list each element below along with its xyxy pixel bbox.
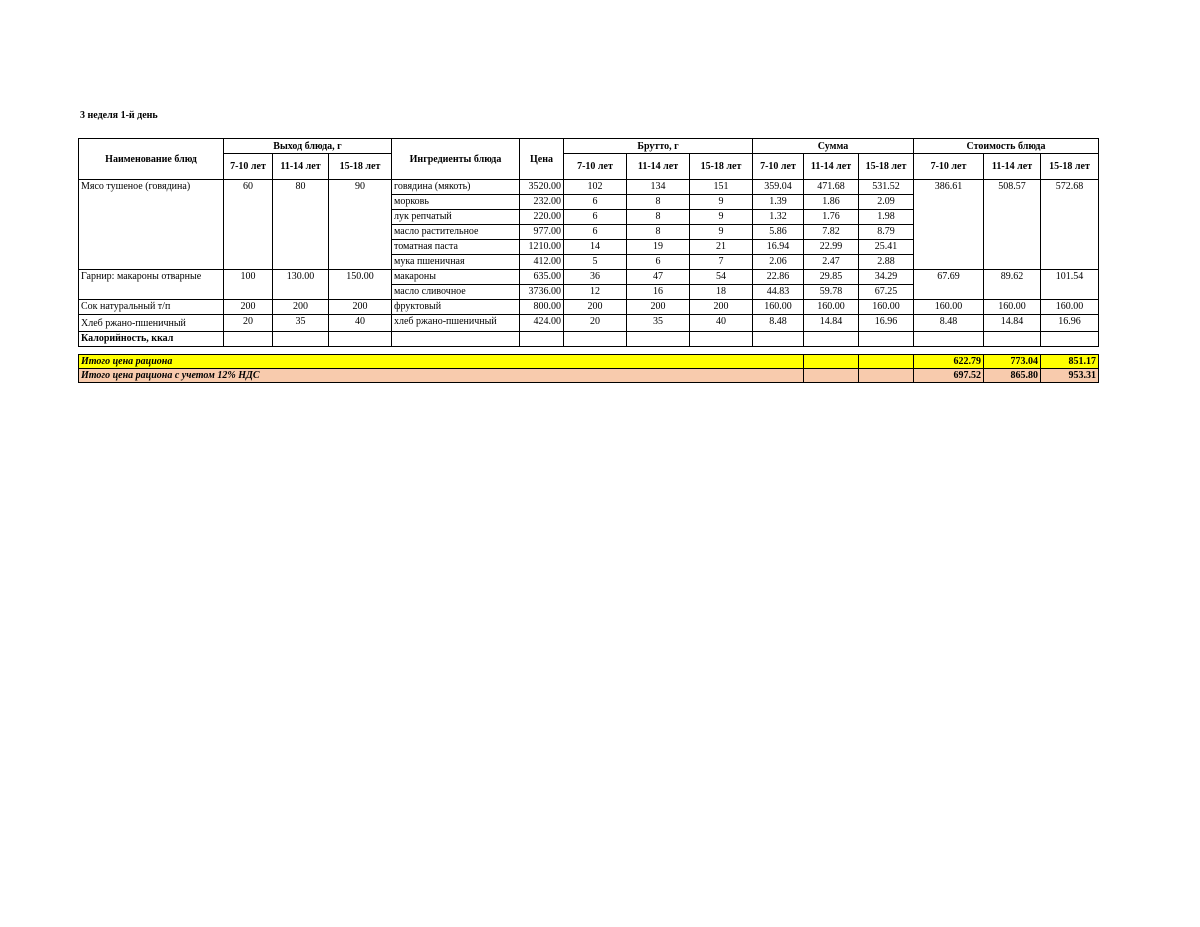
header-gross: Брутто, г: [564, 139, 753, 154]
ingredient-name: хлеб ржано-пшеничный: [392, 315, 520, 332]
dish-name: Гарнир: макароны отварные: [79, 270, 224, 300]
price-cell: 800.00: [520, 300, 564, 315]
price-cell: 424.00: [520, 315, 564, 332]
header-age: 11-14 лет: [984, 154, 1041, 180]
sum-cell: 2.88: [859, 255, 914, 270]
empty-cell: [564, 332, 627, 347]
gross-cell: 16: [627, 285, 690, 300]
empty-cell: [224, 332, 273, 347]
sum-cell: 359.04: [753, 180, 804, 195]
empty-cell: [804, 369, 859, 383]
empty-cell: [984, 332, 1041, 347]
sum-cell: 2.06: [753, 255, 804, 270]
gross-cell: 21: [690, 240, 753, 255]
menu-table: [78, 138, 1099, 347]
ingredient-name: масло сливочное: [392, 285, 520, 300]
header-sum: Сумма: [753, 139, 914, 154]
gross-cell: 20: [564, 315, 627, 332]
gross-cell: 151: [690, 180, 753, 195]
sum-cell: 59.78: [804, 285, 859, 300]
gross-cell: 6: [564, 210, 627, 225]
sum-cell: 7.82: [804, 225, 859, 240]
sum-cell: 1.86: [804, 195, 859, 210]
gross-cell: 12: [564, 285, 627, 300]
price-cell: 232.00: [520, 195, 564, 210]
sum-cell: 1.32: [753, 210, 804, 225]
header-age: 15-18 лет: [1041, 154, 1099, 180]
gross-cell: 102: [564, 180, 627, 195]
empty-cell: [753, 332, 804, 347]
gross-cell: 134: [627, 180, 690, 195]
header-age: 11-14 лет: [627, 154, 690, 180]
sum-cell: 16.96: [859, 315, 914, 332]
header-age: 7-10 лет: [753, 154, 804, 180]
yield-cell: 90: [329, 180, 392, 270]
yield-cell: 200: [224, 300, 273, 315]
gross-cell: 47: [627, 270, 690, 285]
sum-cell: 2.09: [859, 195, 914, 210]
price-cell: 412.00: [520, 255, 564, 270]
cost-cell: 572.68: [1041, 180, 1099, 270]
sum-cell: 2.47: [804, 255, 859, 270]
yield-cell: 200: [273, 300, 329, 315]
total-value: 851.17: [1041, 355, 1099, 369]
total-value: 773.04: [984, 355, 1041, 369]
header-age: 15-18 лет: [690, 154, 753, 180]
cost-cell: 8.48: [914, 315, 984, 332]
yield-cell: 200: [329, 300, 392, 315]
sum-cell: 25.41: [859, 240, 914, 255]
sum-cell: 160.00: [804, 300, 859, 315]
gross-cell: 9: [690, 225, 753, 240]
table-row: [79, 300, 1099, 315]
gross-cell: 9: [690, 210, 753, 225]
sum-cell: 5.86: [753, 225, 804, 240]
header-age: 15-18 лет: [329, 154, 392, 180]
empty-cell: [859, 332, 914, 347]
header-ingredients: Ингредиенты блюда: [392, 139, 520, 180]
sum-cell: 22.86: [753, 270, 804, 285]
cost-cell: 14.84: [984, 315, 1041, 332]
ingredient-name: лук репчатый: [392, 210, 520, 225]
gross-cell: 40: [690, 315, 753, 332]
yield-cell: 35: [273, 315, 329, 332]
empty-cell: [1041, 332, 1099, 347]
total-vat-row: [79, 369, 1099, 383]
total-label: Итого цена рациона: [79, 355, 804, 369]
price-cell: 3736.00: [520, 285, 564, 300]
gross-cell: 18: [690, 285, 753, 300]
cost-cell: 101.54: [1041, 270, 1099, 300]
gross-cell: 8: [627, 225, 690, 240]
totals-table: [78, 354, 1099, 383]
empty-cell: [859, 355, 914, 369]
ingredient-name: морковь: [392, 195, 520, 210]
gross-cell: 200: [690, 300, 753, 315]
sum-cell: 1.39: [753, 195, 804, 210]
sum-cell: 44.83: [753, 285, 804, 300]
total-row: [79, 355, 1099, 369]
cost-cell: 89.62: [984, 270, 1041, 300]
ingredient-name: фруктовый: [392, 300, 520, 315]
header-dish-cost: Стоимость блюда: [914, 139, 1099, 154]
sum-cell: 160.00: [753, 300, 804, 315]
ingredient-name: томатная паста: [392, 240, 520, 255]
sum-cell: 34.29: [859, 270, 914, 285]
header-age: 7-10 лет: [914, 154, 984, 180]
yield-cell: 130.00: [273, 270, 329, 300]
table-row: [79, 270, 1099, 285]
price-cell: 3520.00: [520, 180, 564, 195]
dish-name: Сок натуральный т/п: [79, 300, 224, 315]
gross-cell: 9: [690, 195, 753, 210]
empty-cell: [804, 332, 859, 347]
gross-cell: 6: [564, 225, 627, 240]
gross-cell: 19: [627, 240, 690, 255]
header-price: Цена: [520, 139, 564, 180]
empty-cell: [859, 369, 914, 383]
price-cell: 977.00: [520, 225, 564, 240]
header-age: 7-10 лет: [224, 154, 273, 180]
empty-cell: [804, 355, 859, 369]
price-cell: 1210.00: [520, 240, 564, 255]
empty-cell: [520, 332, 564, 347]
gross-cell: 6: [564, 195, 627, 210]
ingredient-name: мука пшеничная: [392, 255, 520, 270]
calories-row: [79, 332, 1099, 347]
cost-cell: 16.96: [1041, 315, 1099, 332]
header-age: 11-14 лет: [804, 154, 859, 180]
gross-cell: 14: [564, 240, 627, 255]
yield-cell: 60: [224, 180, 273, 270]
total-value: 622.79: [914, 355, 984, 369]
sum-cell: 531.52: [859, 180, 914, 195]
price-cell: 635.00: [520, 270, 564, 285]
price-cell: 220.00: [520, 210, 564, 225]
table-row: [79, 315, 1099, 332]
yield-cell: 40: [329, 315, 392, 332]
gross-cell: 5: [564, 255, 627, 270]
gross-cell: 35: [627, 315, 690, 332]
sum-cell: 8.79: [859, 225, 914, 240]
sum-cell: 29.85: [804, 270, 859, 285]
cost-cell: 386.61: [914, 180, 984, 270]
sum-cell: 8.48: [753, 315, 804, 332]
sum-cell: 1.76: [804, 210, 859, 225]
sum-cell: 16.94: [753, 240, 804, 255]
ingredient-name: масло растительное: [392, 225, 520, 240]
total-vat-value: 865.80: [984, 369, 1041, 383]
calories-label: Калорийность, ккал: [79, 332, 224, 347]
dish-name: Хлеб ржано-пшеничный: [79, 315, 224, 332]
empty-cell: [329, 332, 392, 347]
table-row: [79, 180, 1099, 195]
empty-cell: [690, 332, 753, 347]
cost-cell: 160.00: [914, 300, 984, 315]
yield-cell: 20: [224, 315, 273, 332]
sum-cell: 14.84: [804, 315, 859, 332]
dish-name: Мясо тушеное (говядина): [79, 180, 224, 270]
sum-cell: 22.99: [804, 240, 859, 255]
empty-cell: [392, 332, 520, 347]
empty-cell: [627, 332, 690, 347]
gross-cell: 54: [690, 270, 753, 285]
header-age: 7-10 лет: [564, 154, 627, 180]
yield-cell: 80: [273, 180, 329, 270]
cost-cell: 67.69: [914, 270, 984, 300]
yield-cell: 150.00: [329, 270, 392, 300]
gross-cell: 6: [627, 255, 690, 270]
ingredient-name: макароны: [392, 270, 520, 285]
sum-cell: 471.68: [804, 180, 859, 195]
gross-cell: 8: [627, 195, 690, 210]
gross-cell: 200: [627, 300, 690, 315]
ingredient-name: говядина (мякоть): [392, 180, 520, 195]
header-age: 11-14 лет: [273, 154, 329, 180]
page-title: 3 неделя 1-й день: [80, 110, 158, 121]
total-vat-value: 697.52: [914, 369, 984, 383]
header-yield: Выход блюда, г: [224, 139, 392, 154]
gross-cell: 7: [690, 255, 753, 270]
total-vat-value: 953.31: [1041, 369, 1099, 383]
header-age: 15-18 лет: [859, 154, 914, 180]
empty-cell: [914, 332, 984, 347]
total-vat-label: Итого цена рациона с учетом 12% НДС: [79, 369, 804, 383]
sum-cell: 160.00: [859, 300, 914, 315]
cost-cell: 508.57: [984, 180, 1041, 270]
header-dish-name: Наименование блюд: [79, 139, 224, 180]
empty-cell: [273, 332, 329, 347]
gross-cell: 8: [627, 210, 690, 225]
gross-cell: 36: [564, 270, 627, 285]
sum-cell: 1.98: [859, 210, 914, 225]
sum-cell: 67.25: [859, 285, 914, 300]
yield-cell: 100: [224, 270, 273, 300]
cost-cell: 160.00: [984, 300, 1041, 315]
gross-cell: 200: [564, 300, 627, 315]
cost-cell: 160.00: [1041, 300, 1099, 315]
